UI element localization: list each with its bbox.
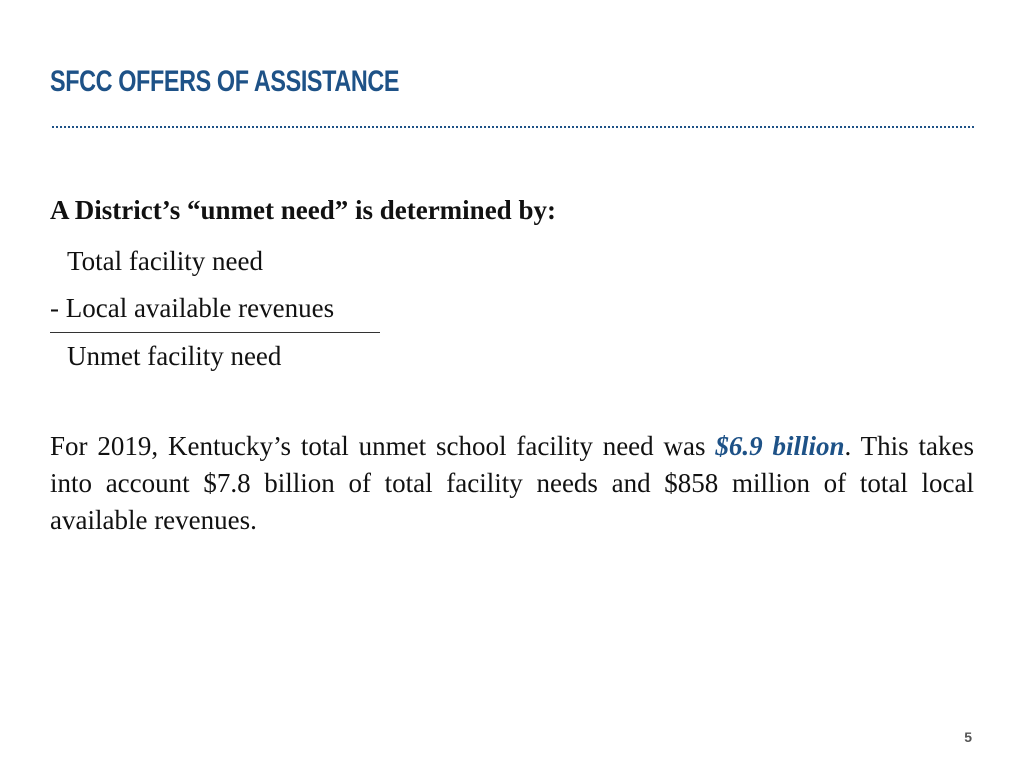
page-number: 5 (964, 729, 972, 745)
calc-local-revenues: - Local available revenues (50, 293, 335, 323)
unmet-need-amount: $6.9 billion (715, 431, 845, 461)
unmet-need-calculation (50, 238, 974, 380)
lead-statement: A District’s “unmet need” is determined by: (50, 195, 556, 225)
slide-body (50, 192, 974, 539)
title-divider (52, 126, 974, 128)
summary-text-start: For 2019, Kentucky’s total unmet school facility need was (50, 431, 716, 461)
calc-unmet-facility-need: Unmet facility need (67, 341, 282, 371)
summary-text-end: . This takes into account $7.8 billion of total facility needs and $858 million of total local available revenues. (50, 431, 974, 535)
slide-title: SFCC OFFERS OF ASSISTANCE (50, 65, 400, 98)
summary-paragraph (50, 428, 974, 539)
calc-total-facility-need: Total facility need (67, 246, 264, 276)
